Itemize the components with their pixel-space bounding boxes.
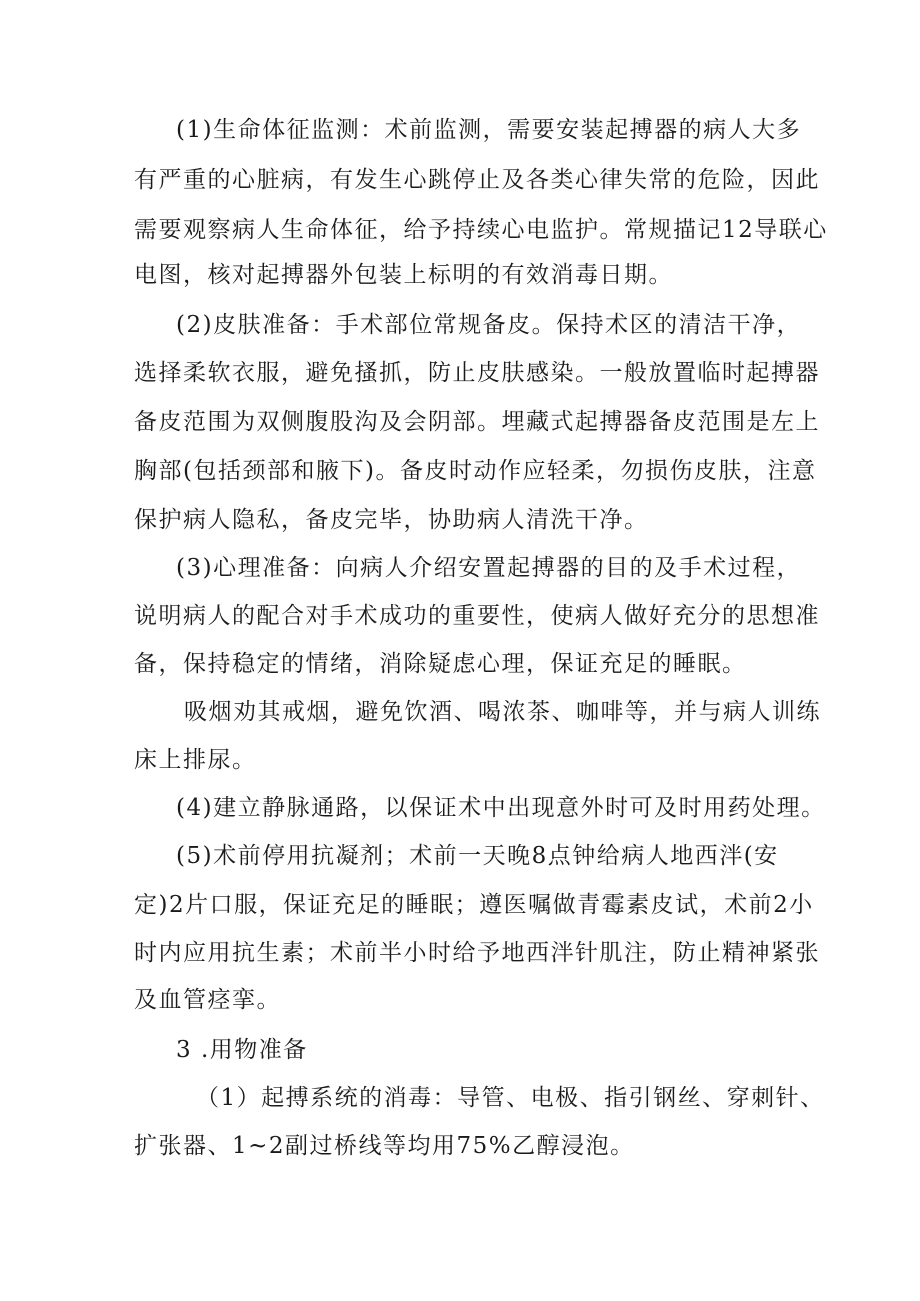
paragraph-skin-prep-line-3: 备皮范围为双侧腹股沟及会阴部。埋藏式起搏器备皮范围是左上 <box>134 409 820 435</box>
paragraph-sterilization-line-2: 扩张器、1~2副过桥线等均用75%乙醇浸泡。 <box>134 1133 635 1159</box>
paragraph-skin-prep-line-4: 胸部(包括颈部和腋下)。备皮时动作应轻柔，勿损伤皮肤，注意 <box>134 458 817 484</box>
paragraph-vital-signs-line-3: 需要观察病人生命体征，给予持续心电监护。常规描记12导联心 <box>134 217 828 243</box>
paragraph-smoking-line-2: 床上排尿。 <box>134 747 257 773</box>
paragraph-vital-signs-line-2: 有严重的心脏病，有发生心跳停止及各类心律失常的危险，因此 <box>134 167 820 193</box>
paragraph-medication-line-3: 时内应用抗生素；术前半小时给予地西泮针肌注，防止精神紧张 <box>134 940 820 966</box>
paragraph-vital-signs-line-1: (1)生命体征监测：术前监测，需要安装起搏器的病人大多 <box>176 117 802 143</box>
paragraph-vital-signs-line-4: 电图，核对起搏器外包装上标明的有效消毒日期。 <box>134 262 673 288</box>
paragraph-psych-prep-line-2: 说明病人的配合对手术成功的重要性，使病人做好充分的思想准 <box>134 603 820 629</box>
paragraph-medication-line-2: 定)2片口服，保证充足的睡眠；遵医嘱做青霉素皮试，术前2小 <box>134 892 814 918</box>
paragraph-psych-prep-line-1: (3)心理准备：向病人介绍安置起搏器的目的及手术过程， <box>176 555 802 581</box>
paragraph-smoking-line-1: 吸烟劝其戒烟，避免饮酒、喝浓茶、咖啡等，并与病人训练 <box>184 699 821 725</box>
paragraph-skin-prep-line-2: 选择柔软衣服，避免搔抓，防止皮肤感染。一般放置临时起搏器 <box>134 360 820 386</box>
paragraph-iv-access-line-1: (4)建立静脉通路，以保证术中出现意外时可及时用药处理。 <box>176 795 826 821</box>
paragraph-sterilization-line-1: （1）起搏系统的消毒：导管、电极、指引钢丝、穿刺针、 <box>196 1085 825 1111</box>
paragraph-skin-prep-line-5: 保护病人隐私，备皮完毕，协助病人清洗干净。 <box>134 507 649 533</box>
paragraph-skin-prep-line-1: (2)皮肤准备：手术部位常规备皮。保持术区的清洁干净， <box>176 312 802 338</box>
paragraph-medication-line-1: (5)术前停用抗凝剂；术前一天晚8点钟给病人地西泮(安 <box>176 843 779 869</box>
paragraph-psych-prep-line-3: 备，保持稳定的情绪，消除疑虑心理，保证充足的睡眠。 <box>134 651 747 677</box>
section-heading-supplies: 3 .用物准备 <box>176 1037 308 1063</box>
paragraph-medication-line-4: 及血管痉挛。 <box>134 987 281 1013</box>
